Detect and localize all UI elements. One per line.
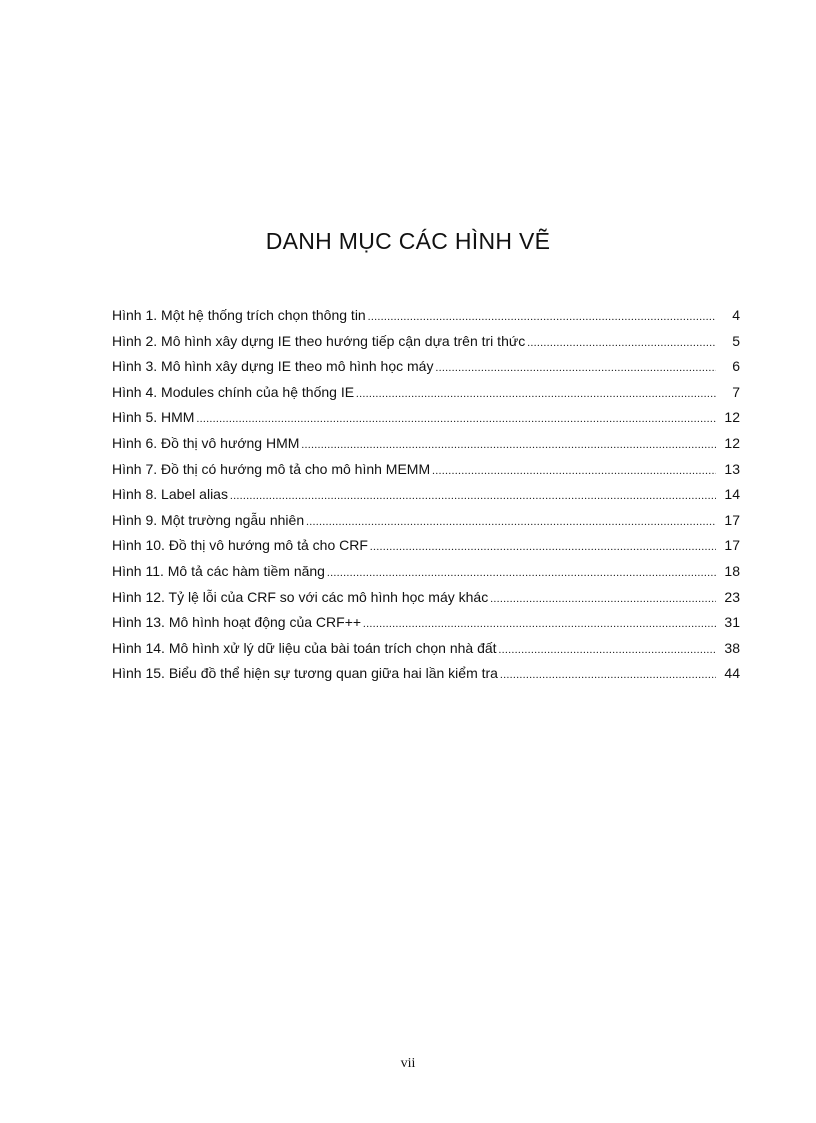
toc-entry-label: Hình 8. Label alias (112, 486, 228, 503)
toc-entry-label: Hình 3. Mô hình xây dựng IE theo mô hình học máy (112, 358, 434, 375)
toc-entry-page: 14 (724, 486, 740, 503)
toc-entry (112, 435, 740, 461)
toc-entry-label: Hình 1. Một hệ thống trích chọn thông tin (112, 307, 366, 323)
toc-entry-page: 13 (724, 460, 740, 477)
toc-entry-label: Hình 7. Đồ thị có hướng mô tả cho mô hình MEMM (112, 460, 431, 477)
leader-dots (196, 413, 716, 425)
toc-entry-page: 23 (724, 588, 740, 605)
toc-entry-label: Hình 5. HMM (112, 409, 195, 426)
leader-dots (368, 311, 716, 323)
leader-dots (363, 618, 716, 630)
leader-dots (356, 388, 716, 400)
toc-entry (112, 614, 740, 640)
leader-dots (230, 490, 716, 502)
toc-entry-label: Hình 4. Modules chính của hệ thống IE (112, 383, 355, 400)
toc-entry (112, 563, 740, 589)
toc-entry-label: Hình 10. Đồ thị vô hướng mô tả cho CRF (112, 537, 368, 554)
leader-dots (435, 362, 716, 374)
toc-entry (112, 333, 740, 359)
toc-entry-label: Hình 11. Mô tả các hàm tiềm năng (112, 562, 325, 579)
toc-entry (112, 537, 740, 563)
toc-entry-page: 38 (724, 639, 740, 656)
leader-dots (527, 337, 716, 349)
toc-entry-page: 17 (724, 537, 740, 554)
document-title: DANH MỤC CÁC HÌNH VẼ (265, 228, 551, 254)
toc-entry-label: Hình 9. Một trường ngẫu nhiên (112, 511, 305, 528)
toc-entry-page: 7 (732, 383, 740, 400)
toc-entry-page: 18 (724, 562, 740, 579)
toc-entry (112, 409, 740, 435)
leader-dots (499, 644, 716, 656)
leader-dots (490, 593, 716, 605)
toc-entry-page: 6 (732, 358, 740, 375)
page-number: vii (400, 1056, 416, 1071)
toc-entry-page: 4 (732, 307, 740, 323)
toc-entry-label: Hình 14. Mô hình xử lý dữ liệu của bài toán trích chọn nhà đất (112, 639, 497, 656)
toc-entry (112, 512, 740, 538)
leader-dots (370, 541, 716, 553)
toc-entry-page: 31 (724, 614, 740, 631)
toc-entry (112, 307, 740, 333)
toc-entry-page: 12 (724, 434, 740, 451)
toc-entry-label: Hình 12. Tỷ lệ lỗi của CRF so với các mô hình học máy khác (112, 588, 489, 605)
toc-entry-page: 5 (732, 332, 740, 349)
leader-dots (432, 465, 716, 477)
toc-entry-page: 17 (724, 511, 740, 528)
toc-entry-label: Hình 13. Mô hình hoạt động của CRF++ (112, 614, 362, 631)
toc-entry-page: 12 (724, 409, 740, 426)
toc-entry-label: Hình 2. Mô hình xây dựng IE theo hướng tiếp cận dựa trên tri thức (112, 332, 526, 349)
toc-entry (112, 384, 740, 410)
toc-entry-label: Hình 6. Đồ thị vô hướng HMM (112, 434, 300, 451)
toc-entry (112, 665, 740, 691)
leader-dots (500, 669, 716, 681)
figure-list (112, 307, 740, 691)
leader-dots (327, 567, 716, 579)
toc-entry-page: 44 (724, 665, 740, 682)
toc-entry (112, 358, 740, 384)
toc-entry-label: Hình 15. Biểu đồ thể hiện sự tương quan giữa hai lần kiểm tra (112, 665, 498, 682)
toc-entry (112, 640, 740, 666)
toc-entry (112, 461, 740, 487)
toc-entry (112, 486, 740, 512)
leader-dots (306, 516, 716, 528)
leader-dots (301, 439, 716, 451)
toc-entry (112, 589, 740, 615)
